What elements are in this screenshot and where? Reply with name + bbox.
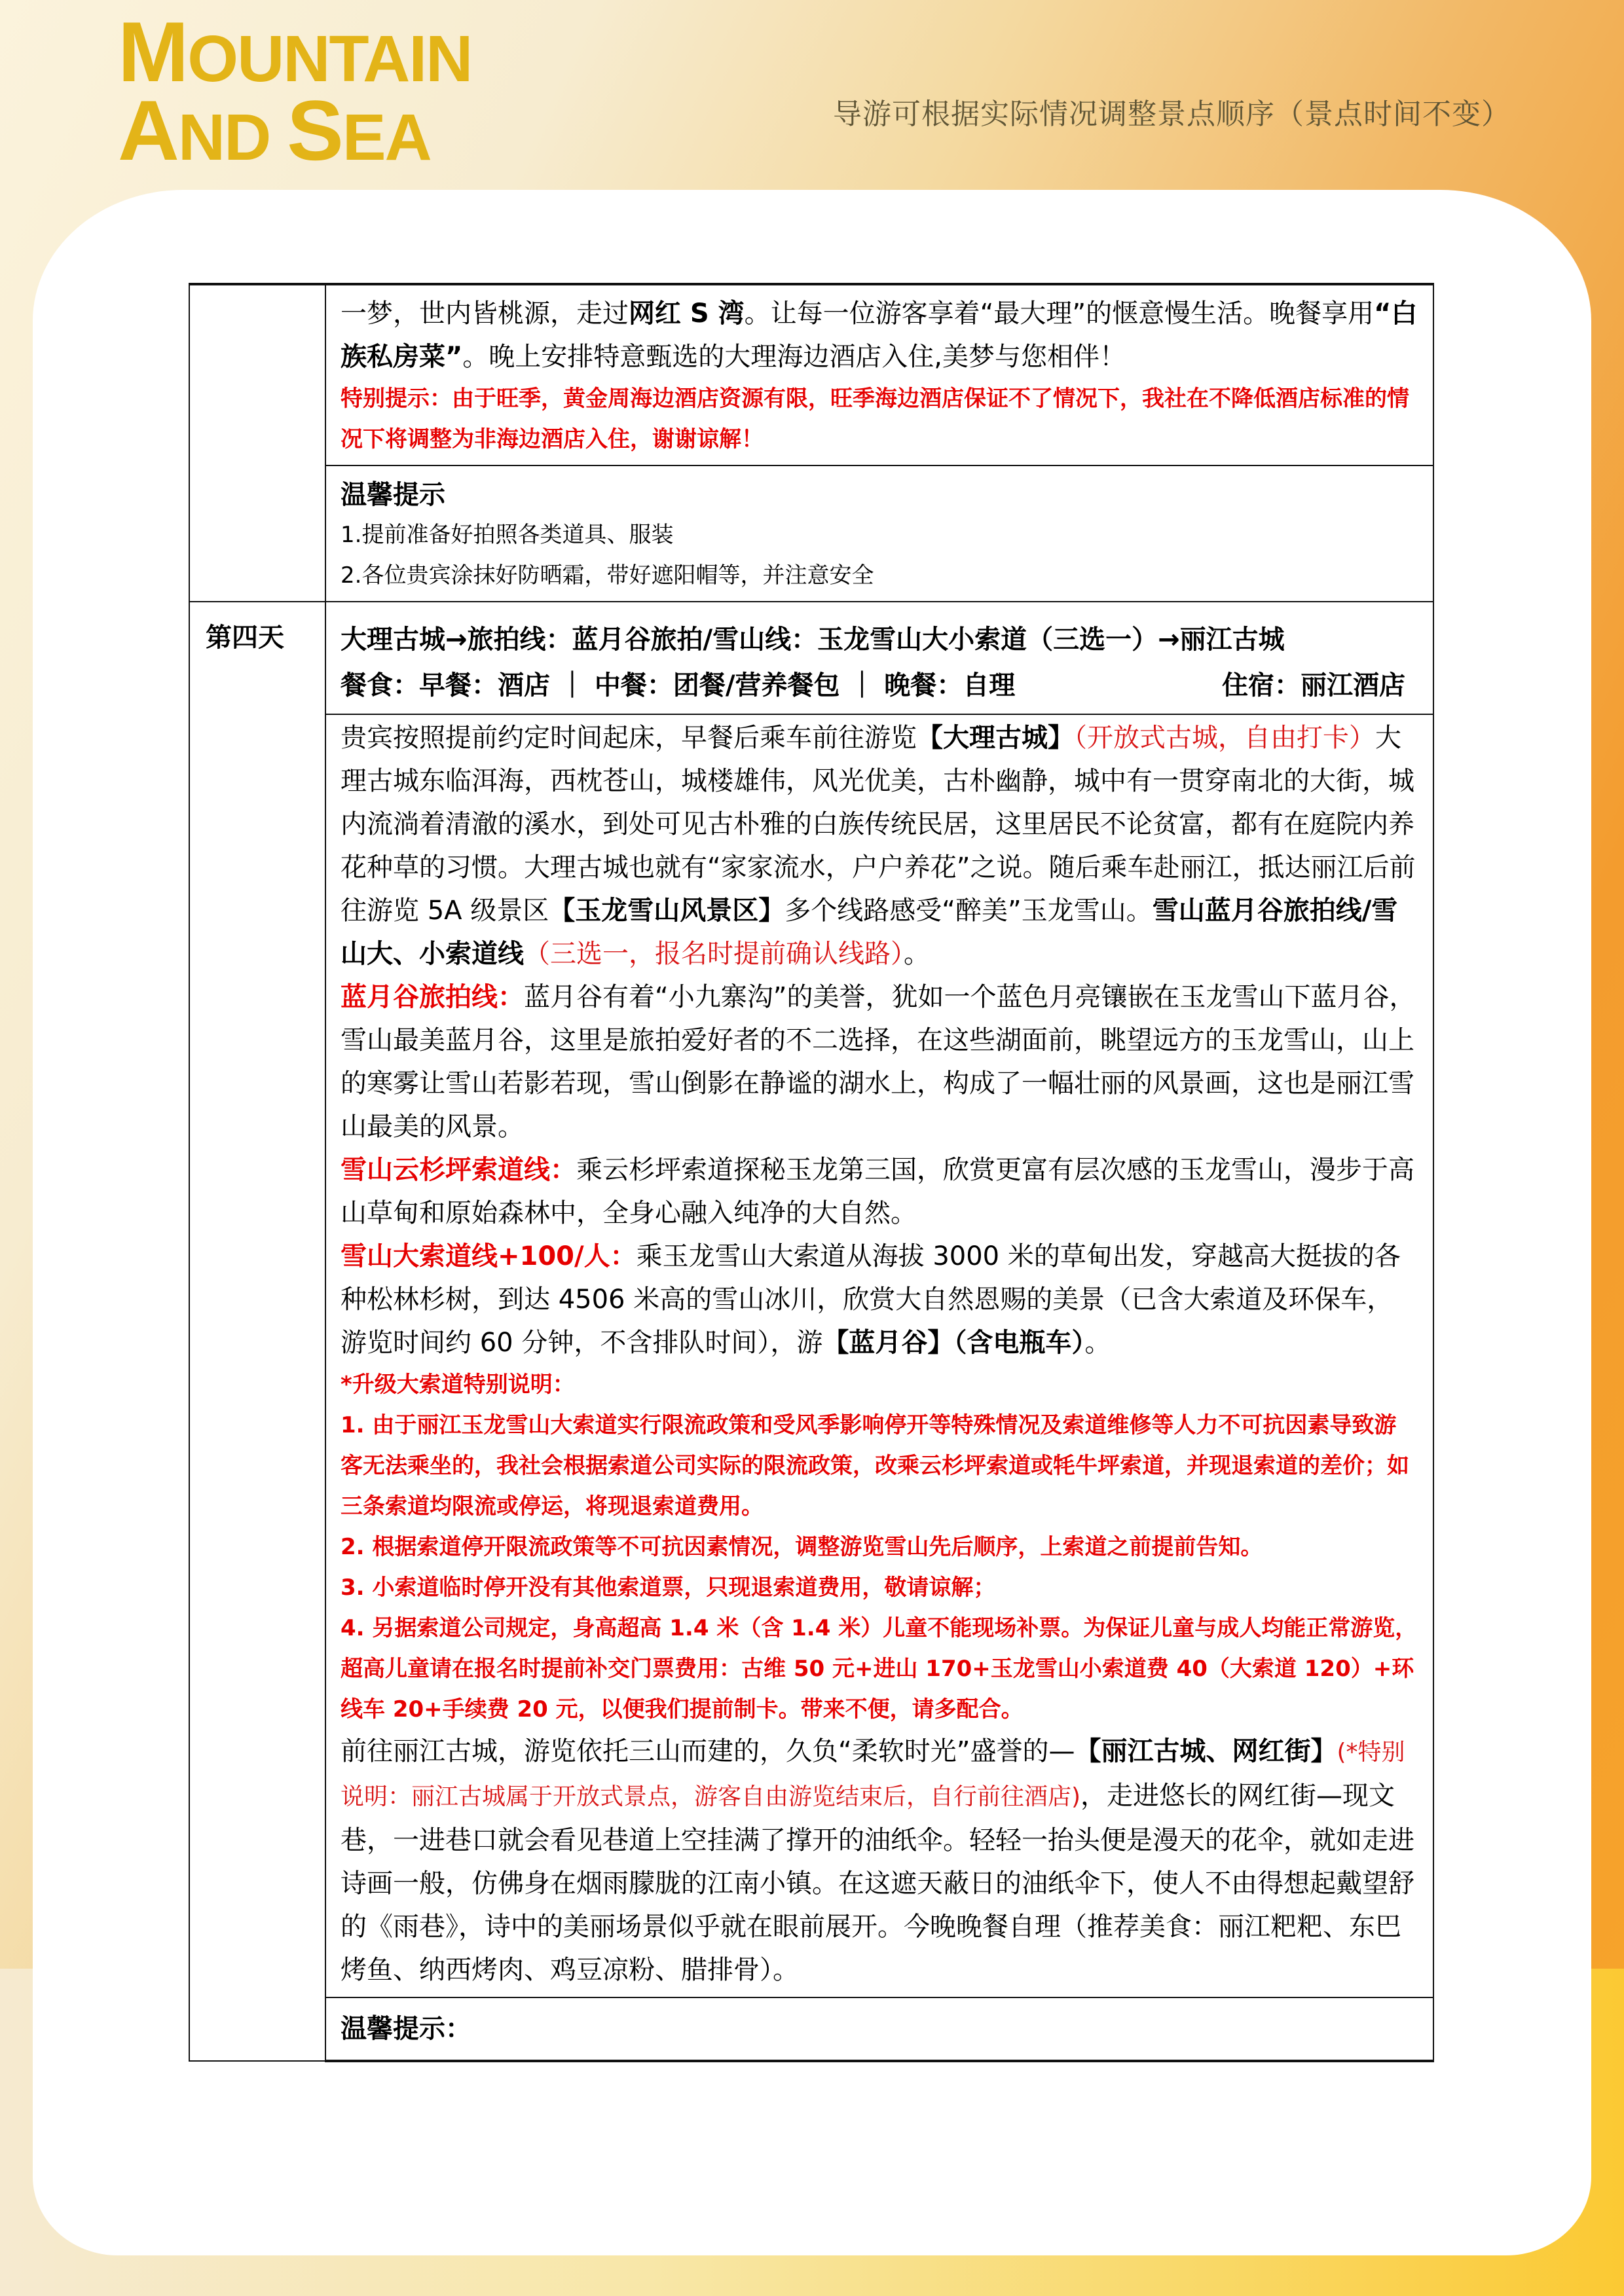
day-cell-day4 xyxy=(189,602,325,2061)
day4-meals-lodging xyxy=(341,663,1418,708)
highlight-routes: 雪山蓝月谷旅拍线/雪山大、小索道线 xyxy=(341,896,1398,969)
prev-day-tips-cell xyxy=(325,465,1433,602)
text: 享用 xyxy=(1321,299,1375,329)
text: 贵宾按照提前约定时间起床，早餐后乘车前往游览 xyxy=(341,723,917,753)
blue-moon-paragraph xyxy=(341,975,1418,1148)
upgrade-title: *升级大索道特别说明： xyxy=(341,1372,575,1398)
note-open-town: （开放式古城，自由打卡） xyxy=(1074,723,1375,753)
day4-meals: 餐食：早餐：酒店 ｜ 中餐：团餐/营养餐包 ｜ 晚餐：自理 xyxy=(341,670,1016,701)
table-row-prev-day-desc xyxy=(189,284,1433,465)
header-tagline: 导游可根据实际情况调整景点顺序（景点时间不变） xyxy=(833,98,1511,131)
day-label: 第四天 xyxy=(206,623,284,653)
yunshan-paragraph xyxy=(341,1148,1418,1235)
day4-route: 大理古城→旅拍线：蓝月谷旅拍/雪山线：玉龙雪山大小索道（三选一）→丽江古城 xyxy=(341,625,1285,655)
text: ，走进悠长的网红街—现文巷，一进巷口就会看见巷道上空挂满了撑开的油纸伞。轻轻一抬头便是漫天的花伞，就如走进诗画一般，仿佛身在烟雨朦胧的江南小镇。在这遮天蔽日的油纸伞下，使人不由得想起戴望舒的《雨巷》，诗中的美丽场景似乎就在眼前展开。今晚晚餐自理（推荐美食：丽江粑粑、东巴烤鱼、纳西烤肉、鸡豆凉粉、腊排骨）。 xyxy=(341,1781,1414,1985)
prev-day-paragraph xyxy=(341,292,1418,378)
big-cableway-paragraph xyxy=(341,1235,1418,1364)
upgrade-note-2: 2. 根据索道停开限流政策等不可抗因素情况，调整游览雪山先后顺序，上索道之前提前告知。 xyxy=(341,1534,1263,1560)
text: 。 xyxy=(1084,1328,1111,1358)
table-row-day4-body xyxy=(189,714,1433,1997)
text: 一梦，世内皆桃源，走过 xyxy=(341,299,629,329)
upgrade-note-1: 1. 由于丽江玉龙雪山大索道实行限流政策和受风季影响停开等特殊情况及索道维修等人力不可抗因素导致游客无法乘坐的，我社会根据索道公司实际的限流政策，改乘云杉坪索道或牦牛坪索道，并现退索道的差价；如三条索道均限流或停运，将现退索道费用。 xyxy=(341,1412,1409,1520)
highlight-yulong: 【玉龙雪山风景区】 xyxy=(549,896,785,926)
text: 。让每一位游客享着“最大理”的惬意慢生活。晚餐 xyxy=(744,299,1322,329)
highlight-dali-old-town: 【大理古城】 xyxy=(917,723,1074,753)
highlight-lijiang: 【丽江古城、网红街】 xyxy=(1075,1736,1337,1766)
prev-day-description-cell xyxy=(325,284,1433,465)
brand-logo xyxy=(118,4,472,178)
note-choose-one: （三选一，报名时提前确认线路） xyxy=(524,939,904,969)
tip-item: 2.各位贵宾涂抹好防晒霜，带好遮阳帽等，并注意安全 xyxy=(341,562,874,589)
route-title-yunshan: 雪山云杉坪索道线： xyxy=(341,1155,576,1185)
day4-lodging: 住宿：丽江酒店 xyxy=(1222,670,1405,701)
day-cell-empty xyxy=(189,284,325,602)
tips-title: 温馨提示： xyxy=(341,2014,471,2044)
highlight-s-bay: 网红 S 湾 xyxy=(629,299,745,329)
note-lijiang-open: (*特别说明：丽江古城属于开放式景点，游客自由游览结束后，自行前往酒店) xyxy=(341,1739,1405,1810)
table-row-prev-day-tips xyxy=(189,465,1433,602)
itinerary-table xyxy=(189,283,1434,2062)
text: 乘云杉坪索道探秘玉龙第三国，欣赏更富有层次感的玉龙雪山，漫步于高山草甸和原始森林中，全身心融入纯净的大自然。 xyxy=(341,1155,1414,1228)
text: 蓝月谷有着“小九寨沟”的美誉，犹如一个蓝色月亮镶嵌在玉龙雪山下蓝月谷，雪山最美蓝月谷，这里是旅拍爱好者的不二选择，在这些湖面前，眺望远方的玉龙雪山，山上的寒雾让雪山若影若现，雪山倒影在静谧的湖水上，构成了一幅壮丽的风景画，这也是丽江雪山最美的风景。 xyxy=(341,982,1416,1142)
day4-tips-cell xyxy=(325,1997,1433,2061)
dali-paragraph xyxy=(341,716,1418,975)
highlight-dinner: “白族私房菜” xyxy=(341,299,1418,372)
logo-line-2: AND SEA xyxy=(118,82,431,178)
upgrade-note-4: 4. 另据索道公司规定，身高超高 1.4 米（含 1.4 米）儿童不能现场补票。为保证儿童与成人均能正常游览，超高儿童请在报名时提前补交门票费用：古维 50 元+进山 170+玉龙雪山小索道费 40（大索道 120）+环线车 20+手续费 20 元，以便我们提前制卡。带来不便，请多配合。 xyxy=(341,1615,1418,1722)
logo-line-1: MOUNTAIN xyxy=(118,4,472,100)
text: 乘玉龙雪山大索道从海拔 3000 米的草甸出发，穿越高大挺拔的各种松林杉树，到达 4506 米高的雪山冰川，欣赏大自然恩赐的美景（已含大索道及环保车，游览时间约 60 分钟，不含排队时间），游 xyxy=(341,1241,1401,1358)
text: 。 xyxy=(904,939,930,969)
text: 。晚上安排特意甄选的大理海边酒店入住,美梦与您相伴！ xyxy=(462,342,1126,372)
text: 前往丽江古城，游览依托三山而建的，久负“柔软时光”盛誉的— xyxy=(341,1736,1075,1766)
route-title-big-cableway: 雪山大索道线+100/人： xyxy=(341,1241,637,1271)
text: 多个线路感受“醉美”玉龙雪山。 xyxy=(784,896,1153,926)
day4-header-cell xyxy=(325,602,1433,714)
route-title-blue-moon: 蓝月谷旅拍线： xyxy=(341,982,524,1012)
tip-item: 1.提前准备好拍照各类道具、服装 xyxy=(341,522,674,548)
lijiang-paragraph xyxy=(341,1730,1418,1992)
text: 大理古城东临洱海，西枕苍山，城楼雄伟，风光优美，古朴幽静，城中有一贯穿南北的大街，城内流淌着清澈的溪水，到处可见古朴雅的白族传统民居，这里居民不论贫富，都有在庭院内养花种草的习惯。大理古城也就有“家家流水，户户养花”之说。随后乘车赴丽江，抵达丽江后前往游览 5A 级景区 xyxy=(341,723,1416,926)
day4-body-cell xyxy=(325,714,1433,1997)
table-row-day4-tips xyxy=(189,1997,1433,2061)
tips-title: 温馨提示 xyxy=(341,480,445,510)
special-note-hotel: 特别提示：由于旺季，黄金周海边酒店资源有限，旺季海边酒店保证不了情况下，我社在不降低酒店标准的情况下将调整为非海边酒店入住，谢谢谅解！ xyxy=(341,386,1409,452)
highlight-blue-moon-valley: 【蓝月谷】（含电瓶车） xyxy=(822,1328,1085,1358)
upgrade-note-3: 3. 小索道临时停开没有其他索道票，只现退索道费用，敬请谅解； xyxy=(341,1575,996,1601)
table-row-day4-header xyxy=(189,602,1433,714)
